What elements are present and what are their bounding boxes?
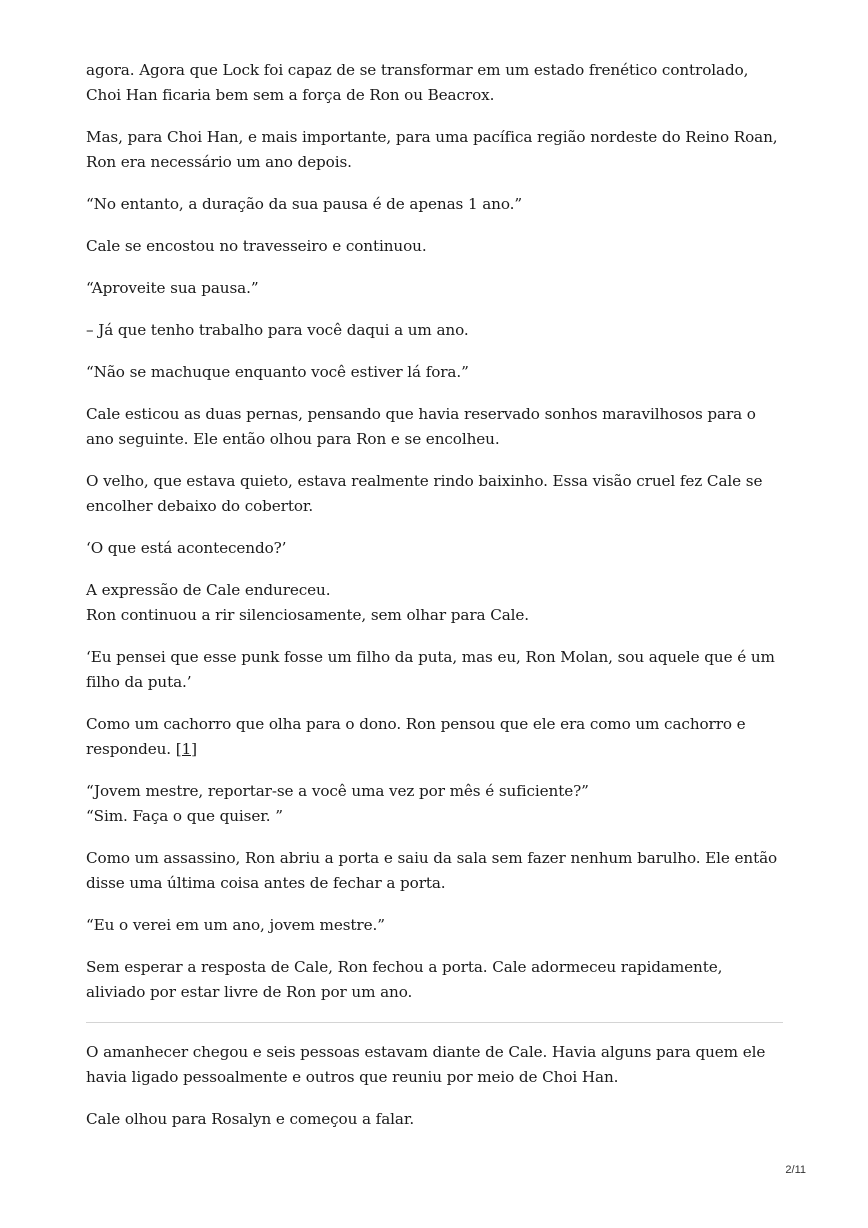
- paragraph: Como um assassino, Ron abriu a porta e saiu da sala sem fazer nenhum barulho. Ele então disse uma última coisa antes de fechar a porta.: [86, 849, 778, 892]
- text-line: A expressão de Cale endureceu.: [86, 581, 331, 599]
- paragraph: “Eu o verei em um ano, jovem mestre.”: [86, 916, 385, 934]
- paragraph: “Não se machuque enquanto você estiver lá fora.”: [86, 363, 469, 381]
- text-line: Ron continuou a rir silenciosamente, sem olhar para Cale.: [86, 606, 530, 624]
- paragraph: agora. Agora que Lock foi capaz de se transformar em um estado frenético controlado, Choi Han ficaria bem sem a força de Ron ou Beacrox.: [86, 61, 749, 104]
- paragraph: Sem esperar a resposta de Cale, Ron fechou a porta. Cale adormeceu rapidamente, aliviado por estar livre de Ron por um ano.: [86, 958, 723, 1001]
- footnote-link[interactable]: [1]: [175, 740, 197, 758]
- paragraph: Cale se encostou no travesseiro e continuou.: [86, 237, 427, 255]
- section-divider: [86, 1022, 783, 1023]
- paragraph: ‘O que está acontecendo?’: [86, 539, 287, 557]
- page-number: 2/11: [785, 1164, 806, 1176]
- paragraph: “Aproveite sua pausa.”: [86, 279, 259, 297]
- document-page: [86, 58, 786, 1149]
- paragraph: – Já que tenho trabalho para você daqui a um ano.: [86, 321, 469, 339]
- paragraph-report: [86, 779, 786, 829]
- paragraph-dog: [86, 712, 786, 762]
- paragraph: “No entanto, a duração da sua pausa é de apenas 1 ano.”: [86, 195, 523, 213]
- paragraph: O amanhecer chegou e seis pessoas estavam diante de Cale. Havia alguns para quem ele havia ligado pessoalmente e outros que reuniu por meio de Choi Han.: [86, 1043, 766, 1086]
- paragraph-expression: [86, 578, 786, 628]
- paragraph: ‘Eu pensei que esse punk fosse um filho da puta, mas eu, Ron Molan, sou aquele que é um filho da puta.’: [86, 648, 775, 691]
- text-line: “Sim. Faça o que quiser. ”: [86, 807, 283, 825]
- text-line: “Jovem mestre, reportar-se a você uma vez por mês é suficiente?”: [86, 782, 589, 800]
- paragraph: Mas, para Choi Han, e mais importante, para uma pacífica região nordeste do Reino Roan, Ron era necessário um ano depois.: [86, 128, 778, 171]
- paragraph: Cale olhou para Rosalyn e começou a falar.: [86, 1110, 415, 1128]
- paragraph: Cale esticou as duas pernas, pensando que havia reservado sonhos maravilhosos para o ano seguinte. Ele então olhou para Ron e se encolheu.: [86, 405, 756, 448]
- paragraph: O velho, que estava quieto, estava realmente rindo baixinho. Essa visão cruel fez Cale se encolher debaixo do cobertor.: [86, 472, 763, 515]
- paragraph-text: Como um cachorro que olha para o dono. Ron pensou que ele era como um cachorro e respondeu.: [86, 715, 746, 758]
